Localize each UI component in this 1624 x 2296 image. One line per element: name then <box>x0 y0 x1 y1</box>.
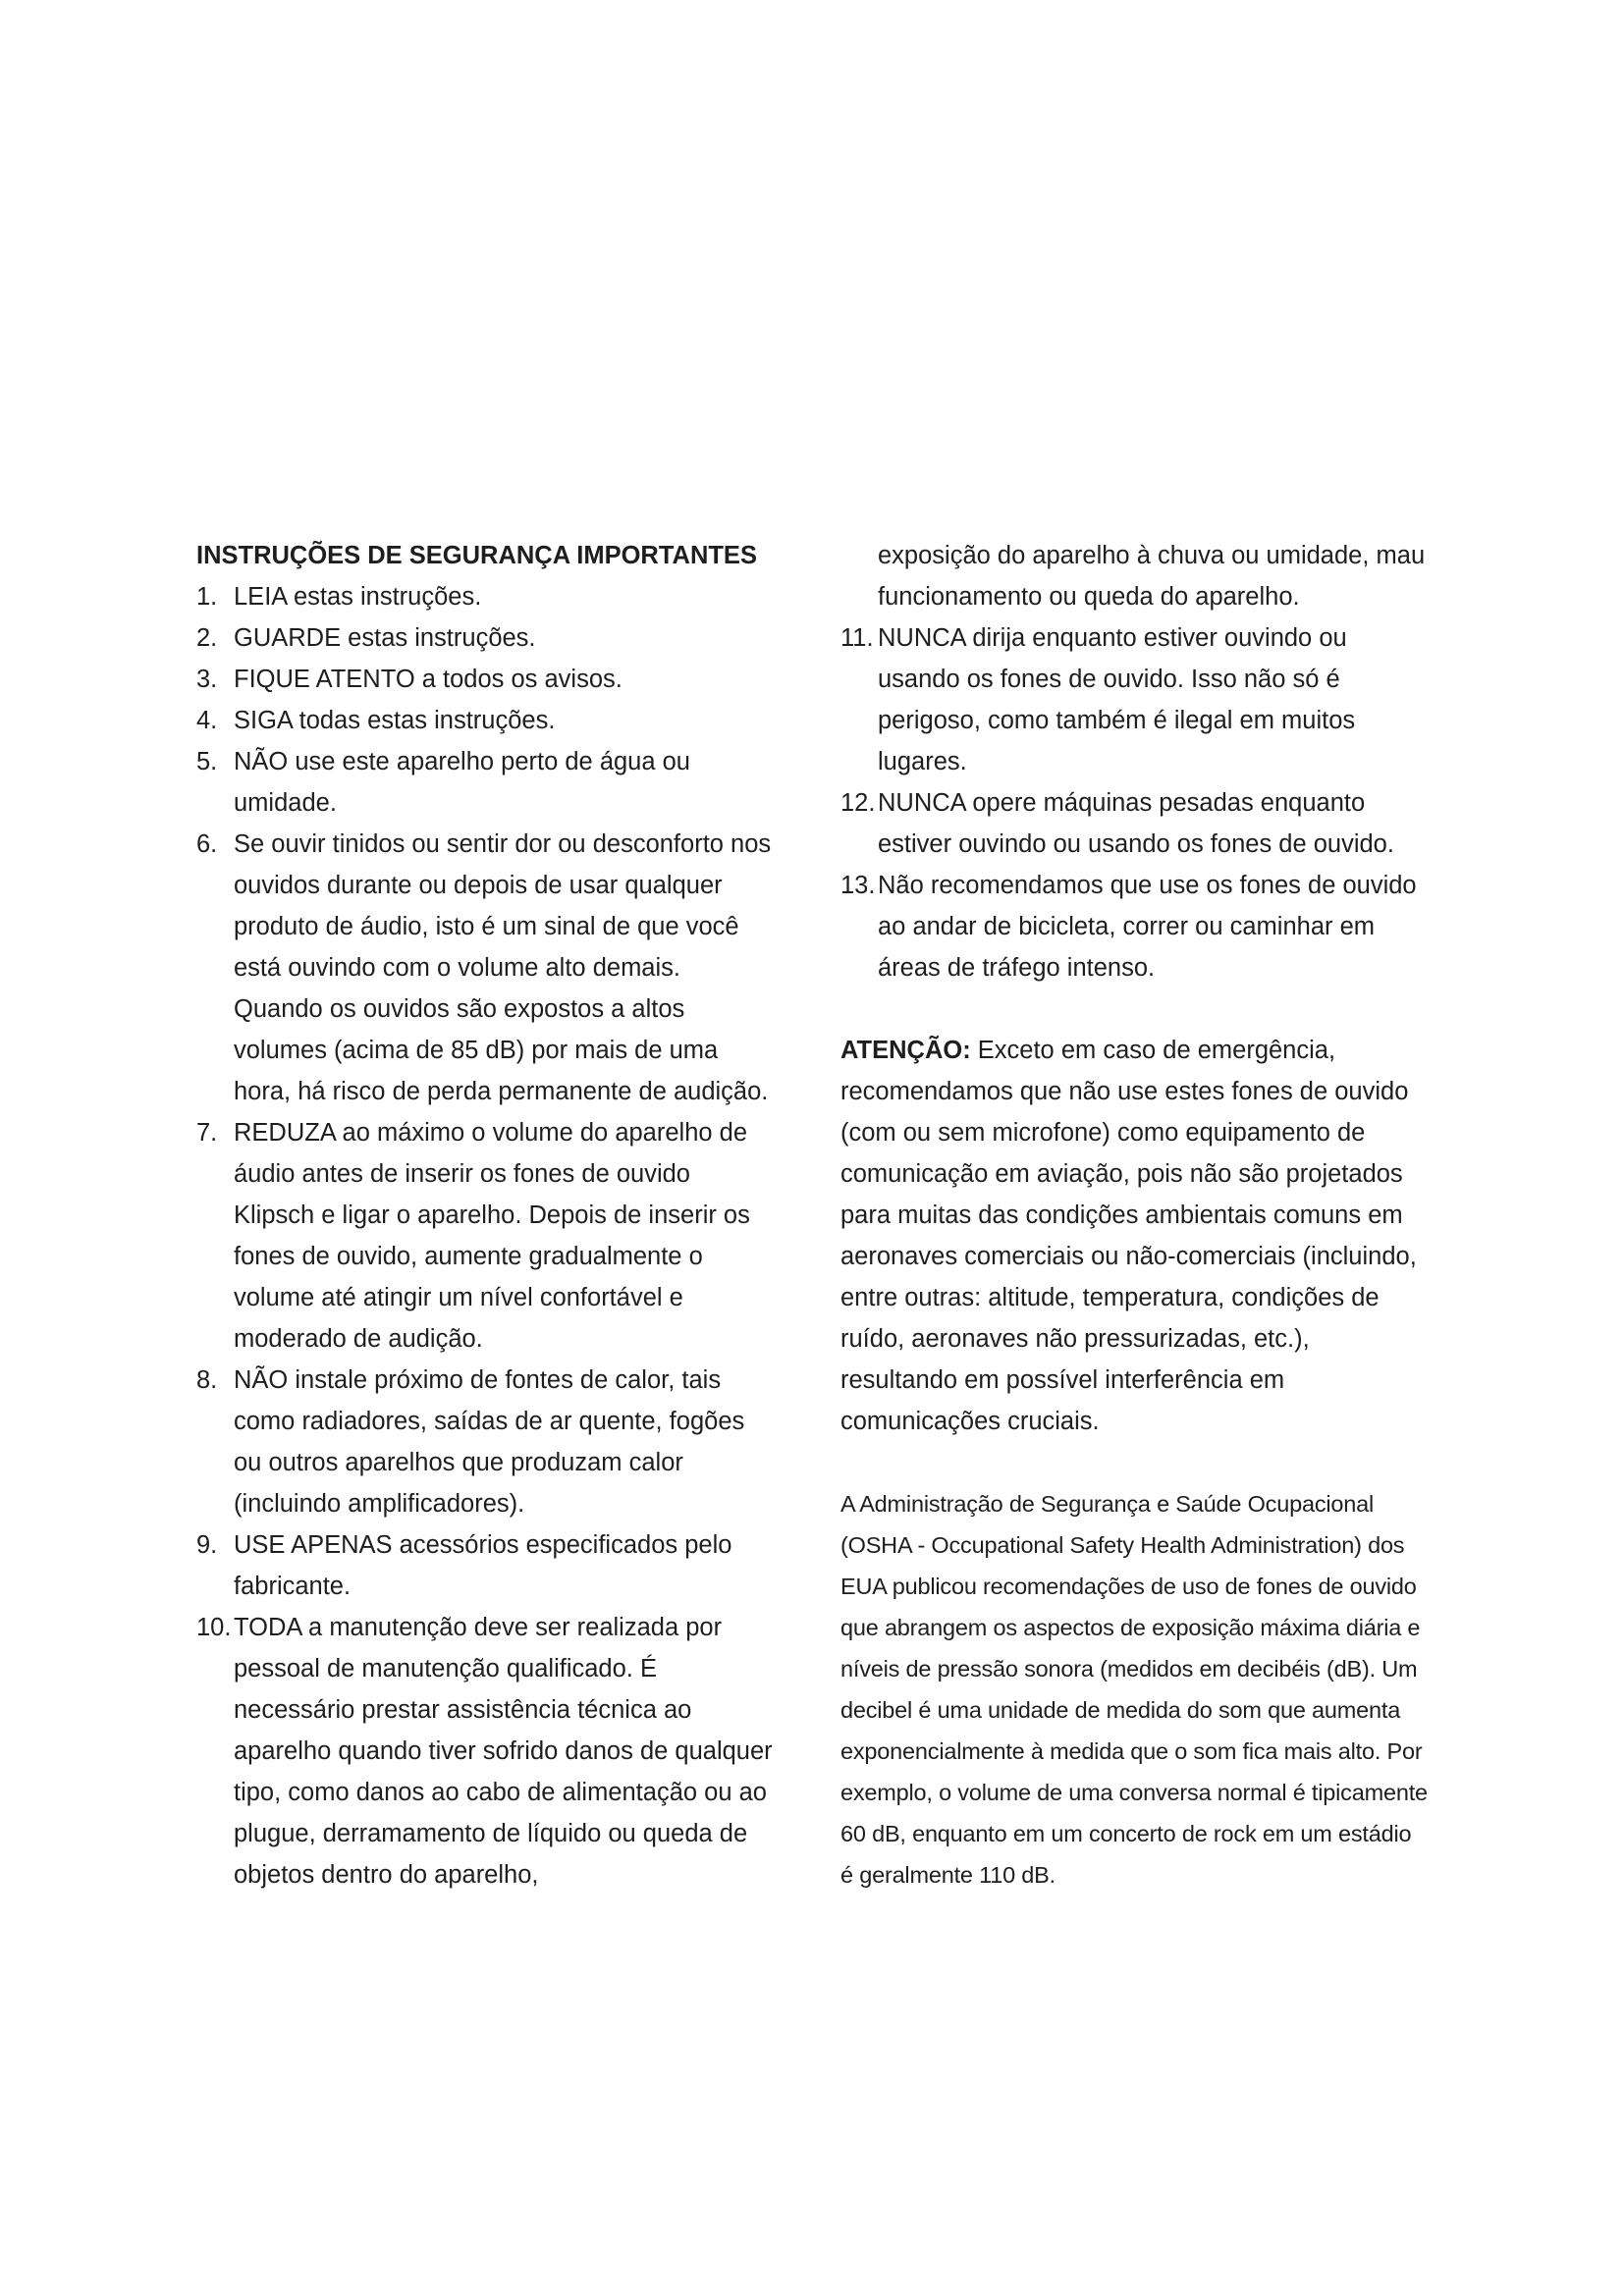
spacer <box>840 988 1430 1030</box>
instructions-list-continued <box>840 617 1430 988</box>
item-number: 9. <box>196 1531 218 1559</box>
item-number: 8. <box>196 1366 218 1394</box>
list-item <box>196 741 776 824</box>
item-number: 7. <box>196 1119 218 1147</box>
item-number: 13. <box>840 872 876 899</box>
item-text: TODA a manutenção deve ser realizada por pessoal de manutenção qualificado. É necessário prestar assistência técnica ao aparelho quando tiver sofrido danos de qualquer tipo, como danos ao cabo de alimentação ou ao plugue, derramamento de líquido ou queda de objetos dentro do aparelho, <box>234 1614 773 1889</box>
list-item <box>196 1607 776 1896</box>
item-text: GUARDE estas instruções. <box>234 624 536 652</box>
left-column <box>196 535 776 1896</box>
item-text: NUNCA dirija enquanto estiver ouvindo ou usando os fones de ouvido. Isso não só é perigoso, como também é ilegal em muitos lugares. <box>878 624 1356 775</box>
item-text: LEIA estas instruções. <box>234 583 482 611</box>
page-heading: INSTRUÇÕES DE SEGURANÇA IMPORTANTES <box>196 542 757 569</box>
item-number: 4. <box>196 707 218 734</box>
item-text: SIGA todas estas instruções. <box>234 707 556 734</box>
list-item <box>196 700 776 741</box>
list-item <box>840 782 1430 865</box>
item-text: Se ouvir tinidos ou sentir dor ou desconforto nos ouvidos durante ou depois de usar qualquer produto de áudio, isto é um sinal de que você está ouvindo com o volume alto demais. Quando os ouvidos são expostos a altos volumes (acima de 85 dB) por mais de uma hora, há risco de perda permanente de audição. <box>234 830 772 1105</box>
item-number: 12. <box>840 789 876 817</box>
right-column <box>840 535 1430 1896</box>
spacer <box>840 1442 1430 1483</box>
list-item <box>840 865 1430 988</box>
item-number: 11. <box>840 624 874 652</box>
list-item <box>840 617 1430 782</box>
list-item <box>196 617 776 659</box>
list-item <box>196 1360 776 1524</box>
warning-paragraph <box>840 1030 1430 1442</box>
item-10-continuation: exposição do aparelho à chuva ou umidade, mau funcionamento ou queda do aparelho. <box>878 542 1426 611</box>
item-number: 3. <box>196 666 218 693</box>
item-text: NÃO instale próximo de fontes de calor, tais como radiadores, saídas de ar quente, fogões ou outros aparelhos que produzam calor (incluindo amplificadores). <box>234 1366 745 1518</box>
warning-label: ATENÇÃO: <box>840 1037 971 1064</box>
item-text: REDUZA ao máximo o volume do aparelho de áudio antes de inserir os fones de ouvido Klipsch e ligar o aparelho. Depois de inserir os fones de ouvido, aumente gradualmente o volume até atingir um nível confortável e moderado de audição. <box>234 1119 750 1353</box>
item-text: USE APENAS acessórios especificados pelo fabricante. <box>234 1531 732 1600</box>
instructions-list <box>196 576 776 1896</box>
list-item <box>196 1524 776 1607</box>
item-text: NUNCA opere máquinas pesadas enquanto estiver ouvindo ou usando os fones de ouvido. <box>878 789 1394 858</box>
item-number: 6. <box>196 830 218 858</box>
item-number: 10. <box>196 1614 232 1641</box>
list-item <box>196 1112 776 1360</box>
item-text: Não recomendamos que use os fones de ouvido ao andar de bicicleta, correr ou caminhar em áreas de tráfego intenso. <box>878 872 1417 982</box>
list-item <box>196 824 776 1112</box>
osha-paragraph: A Administração de Segurança e Saúde Ocupacional (OSHA - Occupational Safety Health Administration) dos EUA publicou recomendações de uso de fones de ouvido que abrangem os aspectos de exposição máxima diária e níveis de pressão sonora (medidos em decibéis (dB). Um decibel é uma unidade de medida do som que aumenta exponencialmente à medida que o som fica mais alto. Por exemplo, o volume de uma conversa normal é tipicamente 60 dB, enquanto em um concerto de rock em um estádio é geralmente 110 dB. <box>840 1491 1428 1888</box>
item-number: 5. <box>196 748 218 775</box>
item-number: 1. <box>196 583 218 611</box>
list-item <box>196 659 776 700</box>
list-item <box>196 576 776 617</box>
item-text: NÃO use este aparelho perto de água ou umidade. <box>234 748 690 817</box>
item-text: FIQUE ATENTO a todos os avisos. <box>234 666 623 693</box>
item-number: 2. <box>196 624 218 652</box>
warning-text: Exceto em caso de emergência, recomendamos que não use estes fones de ouvido (com ou sem microfone) como equipamento de comunicação em aviação, pois não são projetados para muitas das condições ambientais comuns em aeronaves comerciais ou não-comerciais (incluindo, entre outras: altitude, temperatura, condições de ruído, aeronaves não pressurizadas, etc.), resultando em possível interferência em comunicações cruciais. <box>840 1037 1417 1435</box>
